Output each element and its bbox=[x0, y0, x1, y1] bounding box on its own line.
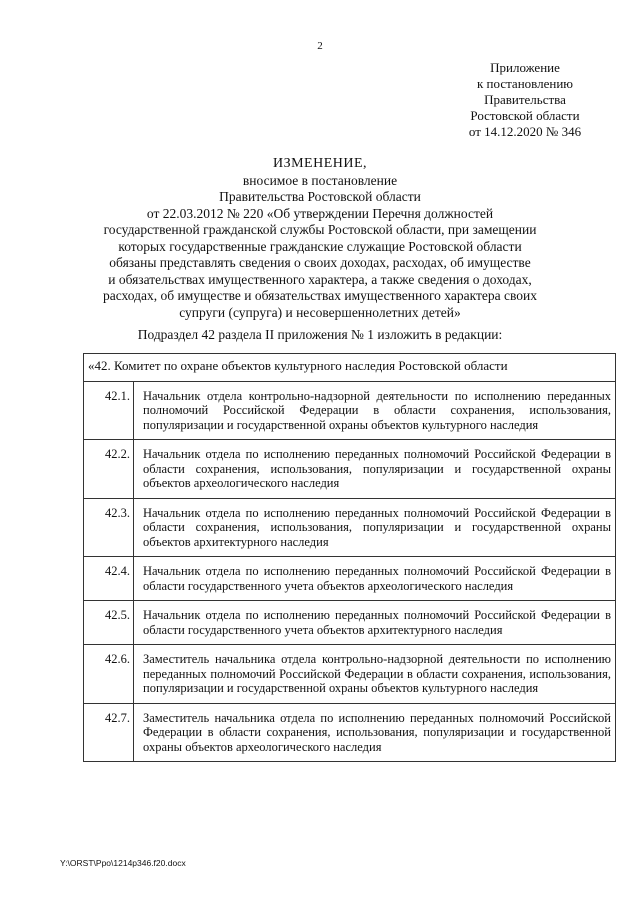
heading-line: супруги (супруга) и несовершеннолетних детей» bbox=[179, 304, 461, 320]
row-number: 42.5. bbox=[84, 601, 134, 645]
appendix-line: от 14.12.2020 № 346 bbox=[468, 124, 582, 139]
row-text: Начальник отдела контрольно-надзорной деятельности по исполнению переданных полномочий Российской Федерации в области сохранения, использования, популяризации и государственной охраны объектов культурного наследия bbox=[134, 381, 616, 440]
heading-line: Правительства Ростовской области bbox=[219, 189, 421, 204]
heading-line: вносимое в постановление bbox=[242, 172, 398, 188]
appendix-line: Правительства bbox=[484, 92, 566, 107]
row-text: Начальник отдела по исполнению переданных полномочий Российской Федерации в области сохранения, использования, популяризации и государственной охраны объектов архитектурного наследия bbox=[134, 498, 616, 557]
table-header-row bbox=[84, 354, 616, 382]
appendix-line: к постановлению bbox=[476, 76, 574, 91]
heading-line: государственной гражданской службы Ростовской области, при замещении bbox=[103, 222, 537, 237]
table-row bbox=[84, 381, 616, 440]
heading-line: обязаны представлять сведения о своих доходах, расходах, об имуществе bbox=[109, 255, 531, 270]
table-row bbox=[84, 440, 616, 499]
row-number: 42.6. bbox=[84, 645, 134, 704]
row-number: 42.4. bbox=[84, 557, 134, 601]
table-row bbox=[84, 498, 616, 557]
file-path-footer: Y:\ORST\Ppo\1214p346.f20.docx bbox=[60, 858, 186, 868]
document-heading bbox=[60, 156, 580, 321]
row-number: 42.1. bbox=[84, 381, 134, 440]
row-text: Начальник отдела по исполнению переданных полномочий Российской Федерации в области сохранения, использования, популяризации и государственной охраны объектов археологического наследия bbox=[134, 440, 616, 499]
row-number: 42.3. bbox=[84, 498, 134, 557]
row-text: Начальник отдела по исполнению переданных полномочий Российской Федерации в области государственного учета объектов археологического наследия bbox=[134, 557, 616, 601]
table-row bbox=[84, 601, 616, 645]
row-text: Заместитель начальника отдела контрольно-надзорной деятельности по исполнению переданных полномочий Российской Федерации в области сохранения, использования, популяризации и государственной охраны объектов культурного наследия bbox=[134, 645, 616, 704]
instruction-text: Подраздел 42 раздела II приложения № 1 изложить в редакции: bbox=[137, 327, 503, 342]
row-number: 42.7. bbox=[84, 703, 134, 762]
row-number: 42.2. bbox=[84, 440, 134, 499]
table-row bbox=[84, 645, 616, 704]
appendix-line: Приложение bbox=[490, 60, 560, 75]
heading-line: от 22.03.2012 № 220 «Об утверждении Перечня должностей bbox=[146, 205, 494, 221]
heading-line: расходах, об имуществе и обязательствах имущественного характера своих bbox=[103, 288, 537, 303]
heading-line: которых государственные гражданские служащие Ростовской области bbox=[118, 238, 522, 254]
page-number: 2 bbox=[317, 40, 323, 52]
heading-title: ИЗМЕНЕНИЕ, bbox=[272, 156, 368, 171]
table-row bbox=[84, 703, 616, 762]
positions-table bbox=[83, 353, 616, 762]
row-text: Заместитель начальника отдела по исполнению переданных полномочий Российской Федерации в области сохранения, использования, популяризации и государственной охраны объектов археологического наследия bbox=[134, 703, 616, 762]
appendix-line: Ростовской области bbox=[470, 108, 580, 123]
table-header: «42. Комитет по охране объектов культурного наследия Ростовской области bbox=[84, 354, 616, 382]
table-row bbox=[84, 557, 616, 601]
appendix-block bbox=[440, 60, 610, 140]
heading-line: и обязательствах имущественного характера, а также сведения о доходах, bbox=[108, 271, 532, 287]
row-text: Начальник отдела по исполнению переданных полномочий Российской Федерации в области государственного учета объектов архитектурного наследия bbox=[134, 601, 616, 645]
